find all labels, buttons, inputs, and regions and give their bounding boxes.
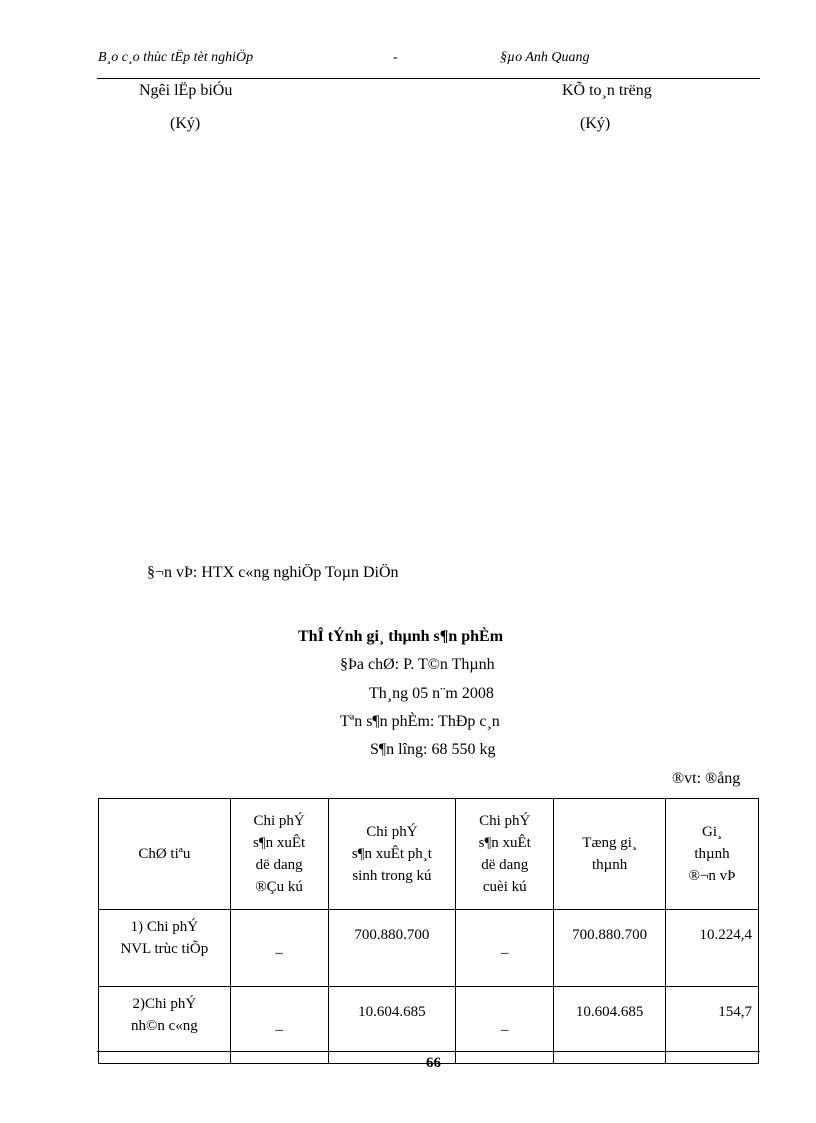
row-item-line: NVL trùc tiÕp xyxy=(120,941,209,957)
header-closing-wip xyxy=(456,799,554,910)
row-unit-cost: 10.224,4 xyxy=(666,910,759,987)
page-number: 66 xyxy=(426,1055,441,1071)
card-location: §Þa chØ: P. T©n Thµnh xyxy=(340,656,495,673)
table-header-row xyxy=(99,799,759,910)
signature-preparer-sign: (Ký) xyxy=(170,115,201,132)
header-incurred-line: Chi phÝ xyxy=(366,824,418,840)
row-unit-cost: 154,7 xyxy=(666,987,759,1064)
header-unit-line: thµnh xyxy=(694,846,730,862)
organization-unit: §¬n vÞ: HTX c«ng nghiÖp Toµn DiÖn xyxy=(147,564,399,581)
row-closing: _ xyxy=(456,987,554,1064)
card-quantity: S¶n lîng: 68 550 kg xyxy=(370,741,496,758)
header-unit-line: ®¬n vÞ xyxy=(688,868,736,884)
header-opening-wip xyxy=(230,799,328,910)
header-total-line: Tæng gi¸ xyxy=(582,835,637,851)
cost-table xyxy=(98,798,759,1064)
header-unit-cost xyxy=(666,799,759,910)
signature-accountant-title: KÕ to¸n trëng xyxy=(562,82,652,99)
signature-preparer-title: Ngêi lËp biÓu xyxy=(139,82,233,99)
row-incurred: 700.880.700 xyxy=(328,910,456,987)
header-closing-line: s¶n xuÊt xyxy=(478,835,531,851)
card-month: Th¸ng 05 n¨m 2008 xyxy=(369,685,494,702)
header-opening-line: ®Çu kú xyxy=(255,879,303,895)
row-item-line: 1) Chi phÝ xyxy=(130,919,199,935)
signature-accountant-sign: (Ký) xyxy=(580,115,611,132)
row-item xyxy=(99,910,231,987)
row-incurred: 10.604.685 xyxy=(328,987,456,1064)
row-total: 10.604.685 xyxy=(554,987,666,1064)
currency-unit: ®vt: ®ång xyxy=(672,770,741,787)
table-row xyxy=(99,910,759,987)
row-closing: _ xyxy=(456,910,554,987)
card-title: ThÎ tÝnh gi¸ thµnh s¶n phÈm xyxy=(298,628,504,645)
row-item-line: 2)Chi phÝ xyxy=(132,996,197,1012)
header-closing-line: dë dang xyxy=(481,857,529,873)
header-divider xyxy=(97,78,760,79)
row-total: 700.880.700 xyxy=(554,910,666,987)
header-closing-line: Chi phÝ xyxy=(479,813,531,829)
header-incurred-line: s¶n xuÊt ph¸t xyxy=(351,846,432,862)
row-opening: _ xyxy=(230,987,328,1064)
header-item xyxy=(99,799,231,910)
header-separator: - xyxy=(393,50,398,65)
header-incurred-cost xyxy=(328,799,456,910)
header-opening-line: s¶n xuÊt xyxy=(252,835,306,851)
header-report-title: B¸o c¸o thùc tËp tèt nghiÖp xyxy=(98,50,254,65)
row-opening: _ xyxy=(230,910,328,987)
card-product: Tªn s¶n phÈm: ThÐp c¸n xyxy=(340,713,500,730)
header-item-text: ChØ tiªu xyxy=(138,846,191,862)
header-opening-line: dë dang xyxy=(255,857,303,873)
header-author-name: §µo Anh Quang xyxy=(500,50,590,65)
row-item-line: nh©n c«ng xyxy=(130,1018,198,1034)
header-incurred-line: sinh trong kú xyxy=(352,868,432,884)
header-total-cost xyxy=(554,799,666,910)
header-opening-line: Chi phÝ xyxy=(253,813,305,829)
header-total-line: thµnh xyxy=(591,857,628,873)
header-closing-line: cuèi kú xyxy=(482,879,527,895)
header-unit-line: Gi¸ xyxy=(702,824,723,840)
footer-divider xyxy=(97,1051,760,1052)
